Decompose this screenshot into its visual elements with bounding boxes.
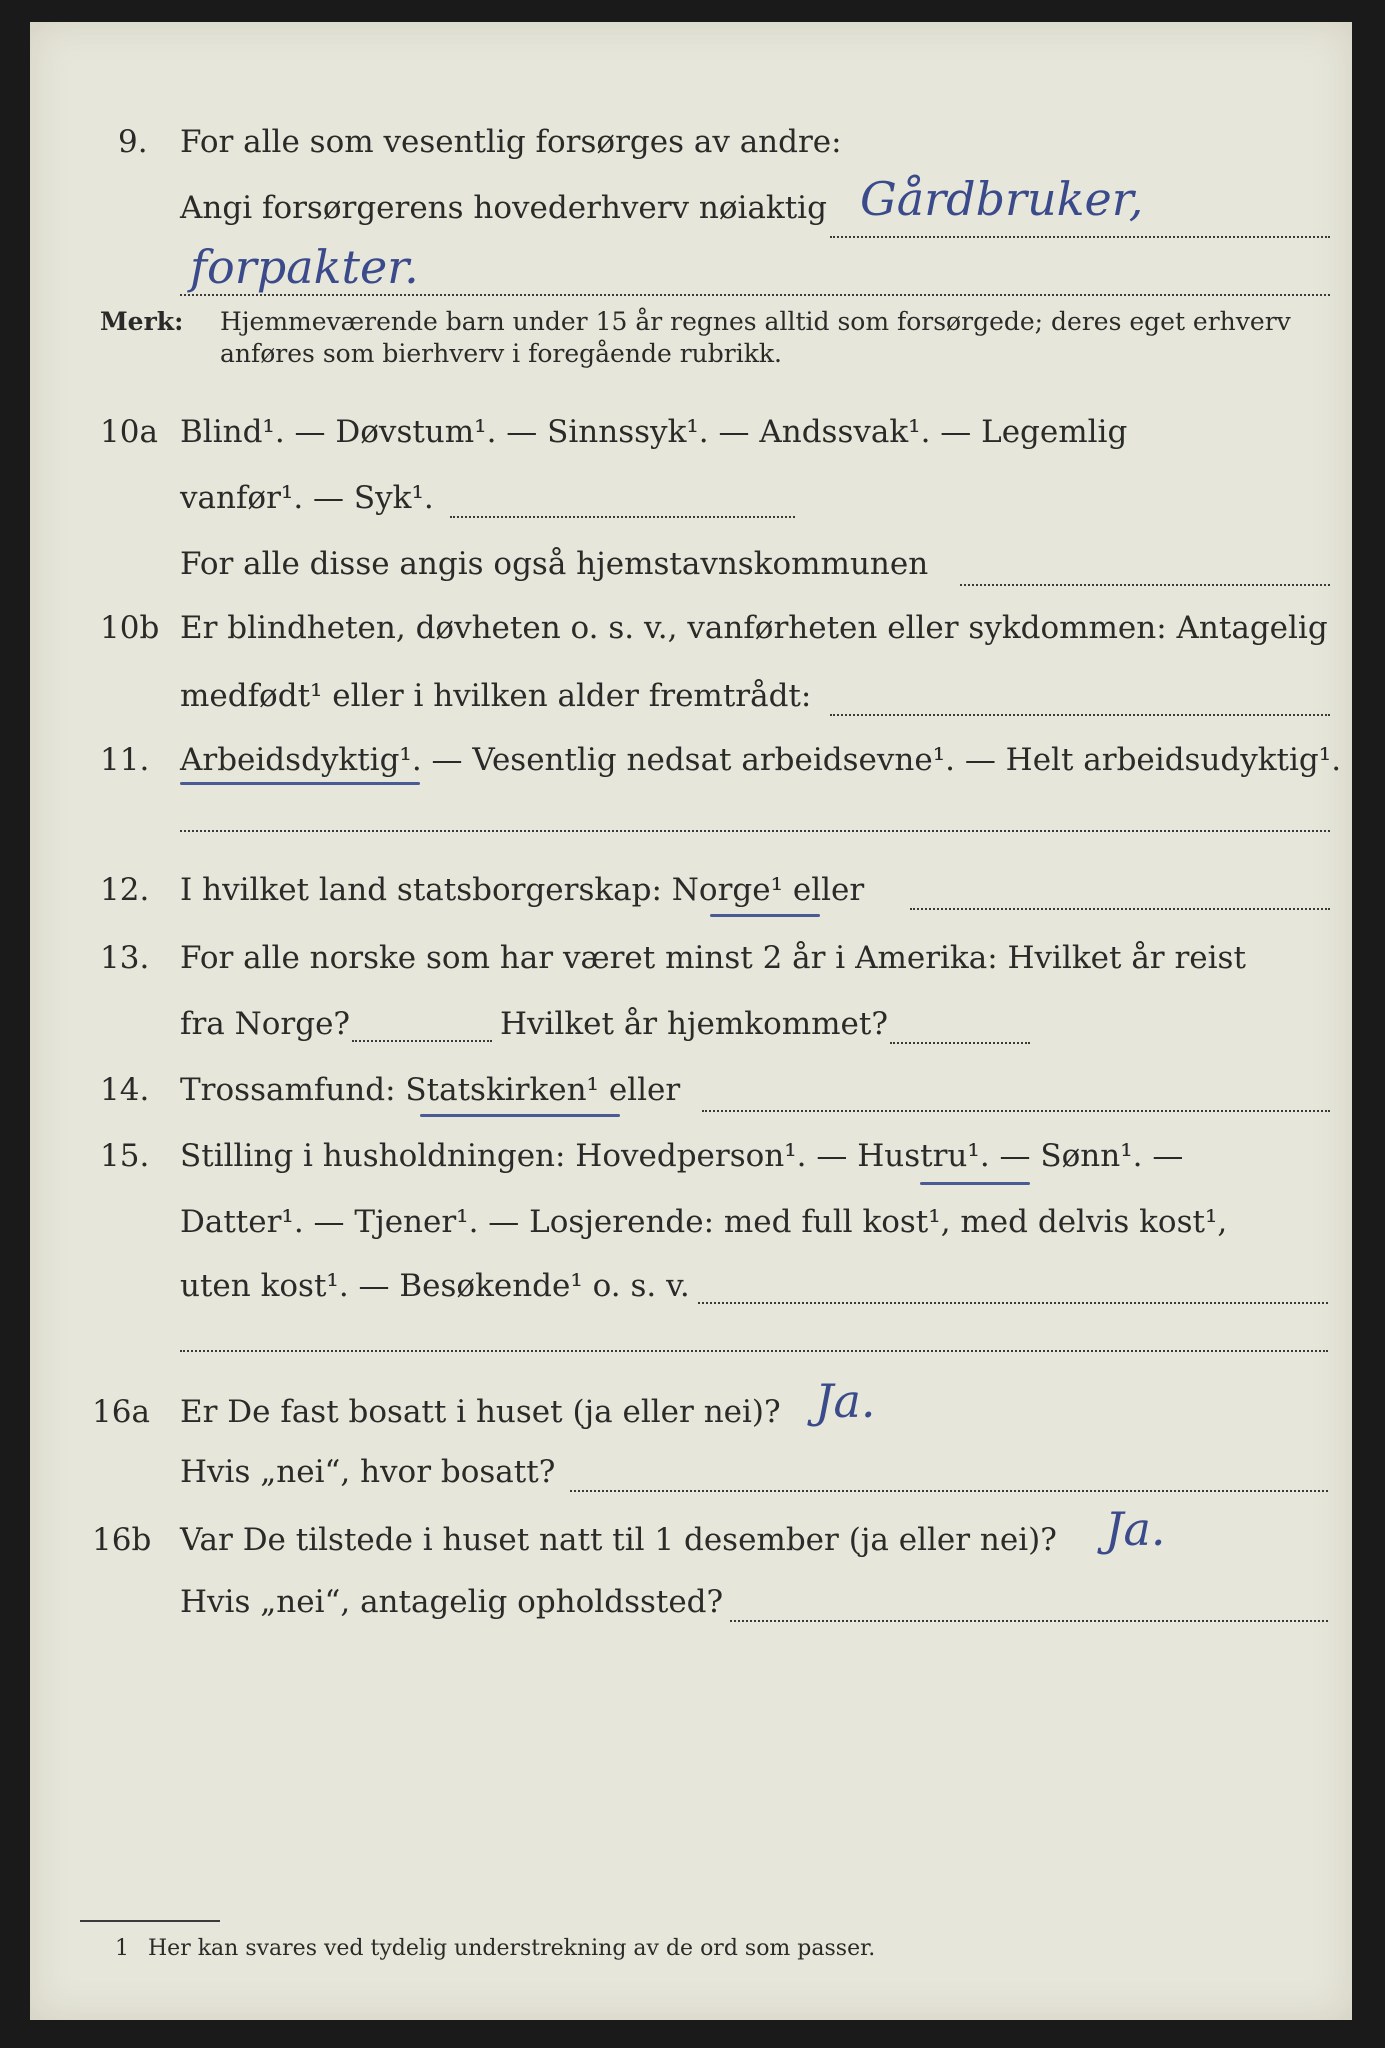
q10a-number: 10a: [100, 414, 158, 450]
footnote-mark: 1: [115, 1936, 129, 1961]
q10a-hjemstavn: For alle disse angis også hjemstavnskommunen: [180, 546, 929, 582]
q13-question: For alle norske som har været minst 2 år i Amerika: Hvilket år reist: [180, 940, 1246, 976]
q10b-question2: medfødt¹ eller i hvilken alder fremtrådt:: [180, 678, 812, 714]
q15-options2: Datter¹. — Tjener¹. — Losjerende: med full kost¹, med delvis kost¹,: [180, 1204, 1228, 1240]
q9-answer-line2: [180, 294, 1330, 296]
q11-handwritten-underline: [180, 782, 420, 785]
q16a-number: 16a: [92, 1394, 150, 1430]
q16b-question: Var De tilstede i huset natt til 1 desember (ja eller nei)?: [180, 1522, 1057, 1558]
q15-handwritten-underline: [920, 1182, 1030, 1185]
q10a-options: Blind¹. — Døvstum¹. — Sinnssyk¹. — Andssvak¹. — Legemlig: [180, 414, 1128, 450]
q9-question: For alle som vesentlig forsørges av andre:: [180, 124, 842, 160]
q16b-fill: [730, 1620, 1328, 1622]
merk-text2: anføres som bierhverv i foregående rubrikk.: [220, 339, 782, 368]
census-form-page: [30, 22, 1352, 2020]
q15-fill1: [698, 1302, 1328, 1304]
q10a-syk-fill: [450, 516, 795, 518]
q9-handwritten-answer2: forpakter.: [190, 240, 419, 294]
q16a-fill: [570, 1490, 1328, 1492]
q13-hjemkommet: Hvilket år hjemkommet?: [500, 1006, 888, 1042]
q10a-hjemstavn-fill: [960, 584, 1330, 586]
footnote-rule: [80, 1920, 220, 1922]
q14-question: Trossamfund: Statskirken¹ eller: [180, 1072, 681, 1108]
q10b-number: 10b: [100, 610, 160, 646]
q11-options: Arbeidsdyktig¹. — Vesentlig nedsat arbeidsevne¹. — Helt arbeidsudyktig¹.: [180, 742, 1342, 778]
q12-number: 12.: [100, 872, 150, 908]
q16b-handwritten-answer: Ja.: [1105, 1502, 1166, 1556]
q16b-number: 16b: [92, 1522, 152, 1558]
footnote-text: Her kan svares ved tydelig understrekning av de ord som passer.: [148, 1936, 876, 1961]
q16a-handwritten-answer: Ja.: [815, 1374, 876, 1428]
q16a-bosatt: Hvis „nei“, hvor bosatt?: [180, 1454, 556, 1490]
q13-reist: fra Norge?: [180, 1006, 351, 1042]
q10b-fill: [830, 714, 1330, 716]
q15-options3: uten kost¹. — Besøkende¹ o. s. v.: [180, 1268, 690, 1304]
q9-prompt: Angi forsørgerens hovederhverv nøiaktig: [180, 190, 827, 226]
q14-number: 14.: [100, 1072, 150, 1108]
merk-text1: Hjemmeværende barn under 15 år regnes alltid som forsørgede; deres eget erhverv: [220, 307, 1291, 336]
q10b-question: Er blindheten, døvheten o. s. v., vanførheten eller sykdommen: Antagelig: [180, 610, 1328, 646]
q10a-options2: vanfør¹. — Syk¹.: [180, 480, 434, 516]
q15-fill2: [180, 1350, 1328, 1352]
q12-question: I hvilket land statsborgerskap: Norge¹ eller: [180, 872, 865, 908]
q13-reist-fill: [352, 1040, 492, 1042]
merk-label: Merk:: [100, 307, 184, 336]
q9-handwritten-answer1: Gårdbruker,: [860, 172, 1144, 226]
q12-fill: [910, 908, 1330, 910]
q9-number: 9.: [118, 124, 148, 160]
q14-fill: [702, 1110, 1330, 1112]
q16a-question: Er De fast bosatt i huset (ja eller nei)?: [180, 1394, 781, 1430]
q11-number: 11.: [100, 742, 150, 778]
q15-options1: Stilling i husholdningen: Hovedperson¹. — Hustru¹. — Sønn¹. —: [180, 1138, 1184, 1174]
q14-handwritten-underline: [420, 1114, 620, 1117]
q13-hjemkommet-fill: [890, 1042, 1030, 1044]
q13-number: 13.: [100, 940, 150, 976]
q16b-opholdssted: Hvis „nei“, antagelig opholdssted?: [180, 1584, 724, 1620]
q9-answer-line1: [830, 236, 1330, 238]
q15-number: 15.: [100, 1138, 150, 1174]
q12-handwritten-underline: [710, 914, 820, 917]
q11-fill: [180, 830, 1330, 832]
